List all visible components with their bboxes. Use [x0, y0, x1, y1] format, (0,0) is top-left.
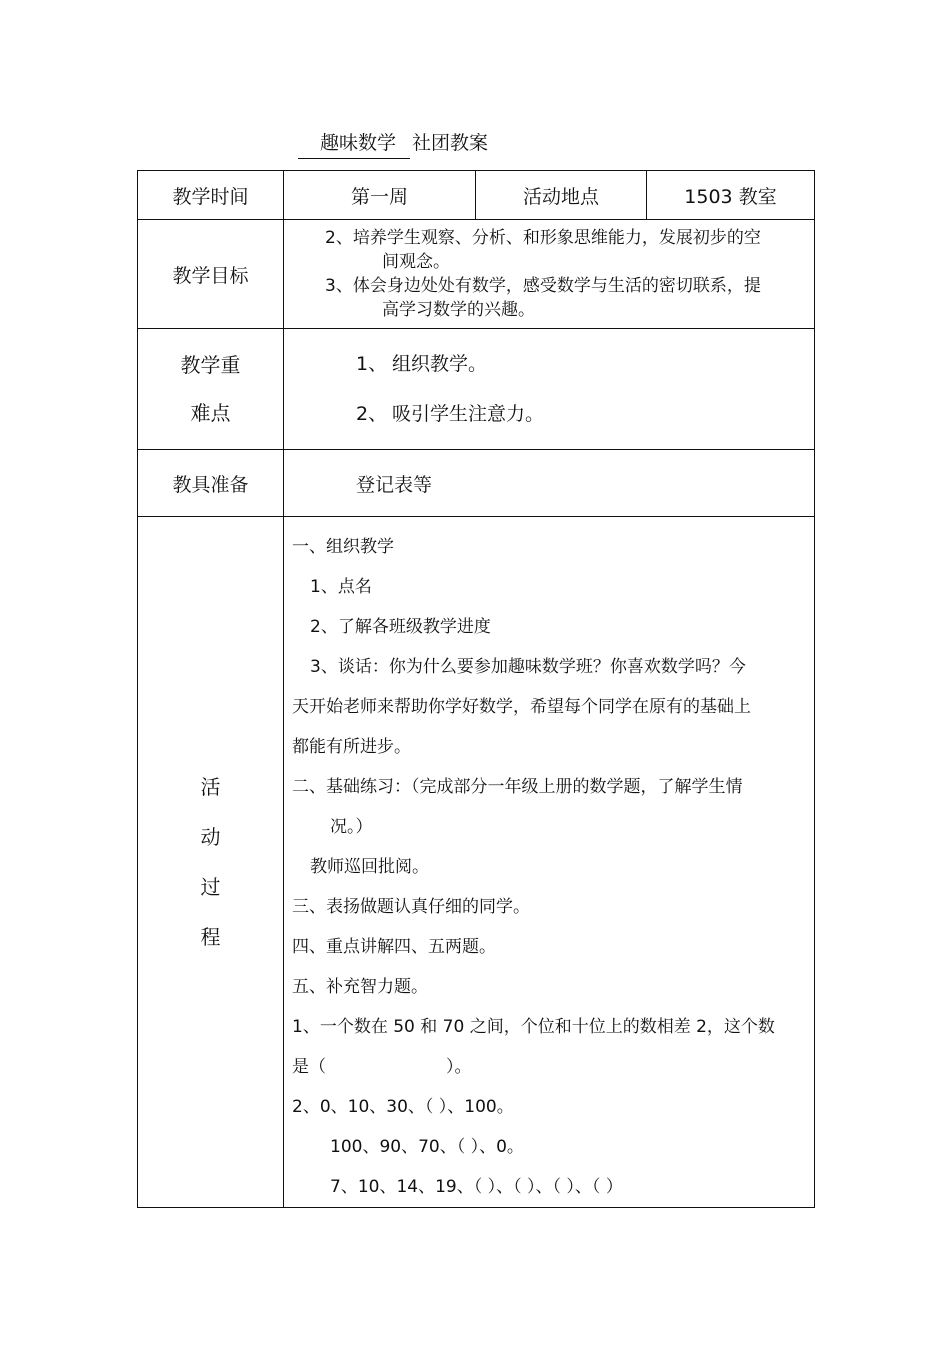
- process-label-char: 动: [200, 825, 221, 849]
- process-label-char: 过: [200, 875, 221, 899]
- process-line: 2、0、10、30、（ ）、100。: [292, 1097, 514, 1117]
- process-line: 1、一个数在 50 和 70 之间，个位和十位上的数相差 2，这个数: [292, 1017, 775, 1037]
- difficulty-label-line1: 教学重: [180, 353, 241, 377]
- goals-label: 教学目标: [138, 220, 284, 329]
- process-label-char: 程: [200, 925, 221, 949]
- label-time: 教学时间: [138, 171, 284, 220]
- process-line: 一、组织教学: [292, 537, 394, 557]
- process-line: 7、10、14、19、（ ）、（ ）、（ ）、（ ）: [330, 1177, 623, 1197]
- label-place: 活动地点: [476, 171, 647, 220]
- goal-line: 3、体会身边处处有数学，感受数学与生活的密切联系，提: [325, 276, 761, 296]
- process-line: 教师巡回批阅。: [310, 857, 429, 877]
- process-line: 天开始老师来帮助你学好数学，希望每个同学在原有的基础上: [292, 697, 751, 717]
- tools-label: 教具准备: [138, 450, 284, 517]
- process-row: [138, 517, 815, 1208]
- goal-line-cont: 高学习数学的兴趣。: [382, 300, 535, 320]
- header-row: [138, 171, 815, 220]
- lesson-plan-table: [137, 170, 815, 1208]
- process-line: 二、基础练习：（完成部分一年级上册的数学题，了解学生情: [292, 777, 743, 797]
- goals-row: [138, 220, 815, 329]
- process-line: 况。）: [330, 817, 373, 837]
- process-line: 100、90、70、（ ）、0。: [330, 1137, 524, 1157]
- difficulty-content: [284, 329, 815, 450]
- process-line: 1、点名: [310, 577, 372, 597]
- value-place: 1503 教室: [647, 171, 815, 220]
- process-content: [284, 517, 815, 1208]
- process-line: 3、谈话：你为什么要参加趣味数学班？你喜欢数学吗？今: [310, 657, 746, 677]
- difficulty-label-line2: 难点: [190, 401, 231, 425]
- difficulty-item: [356, 339, 814, 389]
- goal-line-cont: 间观念。: [382, 252, 450, 272]
- process-line: 四、重点讲解四、五两题。: [292, 937, 496, 957]
- difficulty-item: [356, 389, 814, 439]
- title-underlined: 趣味数学: [298, 128, 410, 159]
- title-rest: 社团教案: [412, 132, 489, 154]
- blank-open: 是（: [292, 1057, 326, 1077]
- difficulty-text: 吸引学生注意力。: [392, 403, 545, 425]
- difficulty-text: 组织教学。: [392, 353, 488, 375]
- value-time: 第一周: [284, 171, 476, 220]
- tools-value: 登记表等: [284, 450, 815, 517]
- goal-item: [284, 226, 814, 274]
- process-label: [138, 517, 284, 1208]
- process-line: 五、补充智力题。: [292, 977, 428, 997]
- tools-row: [138, 450, 815, 517]
- process-line-blank: [292, 1047, 808, 1087]
- goal-line: 2、培养学生观察、分析、和形象思维能力，发展初步的空: [325, 228, 761, 248]
- blank-close: ）。: [446, 1057, 472, 1077]
- process-line: 三、表扬做题认真仔细的同学。: [292, 897, 530, 917]
- difficulty-label: [138, 329, 284, 450]
- document-title: [298, 128, 488, 159]
- difficulty-num: 2、: [356, 403, 388, 425]
- process-line: 2、了解各班级教学进度: [310, 617, 491, 637]
- process-line: 都能有所进步。: [292, 737, 411, 757]
- goals-content: [284, 220, 815, 329]
- difficulty-num: 1、: [356, 353, 388, 375]
- goal-item: [284, 274, 814, 322]
- difficulty-row: [138, 329, 815, 450]
- process-label-char: 活: [200, 775, 221, 799]
